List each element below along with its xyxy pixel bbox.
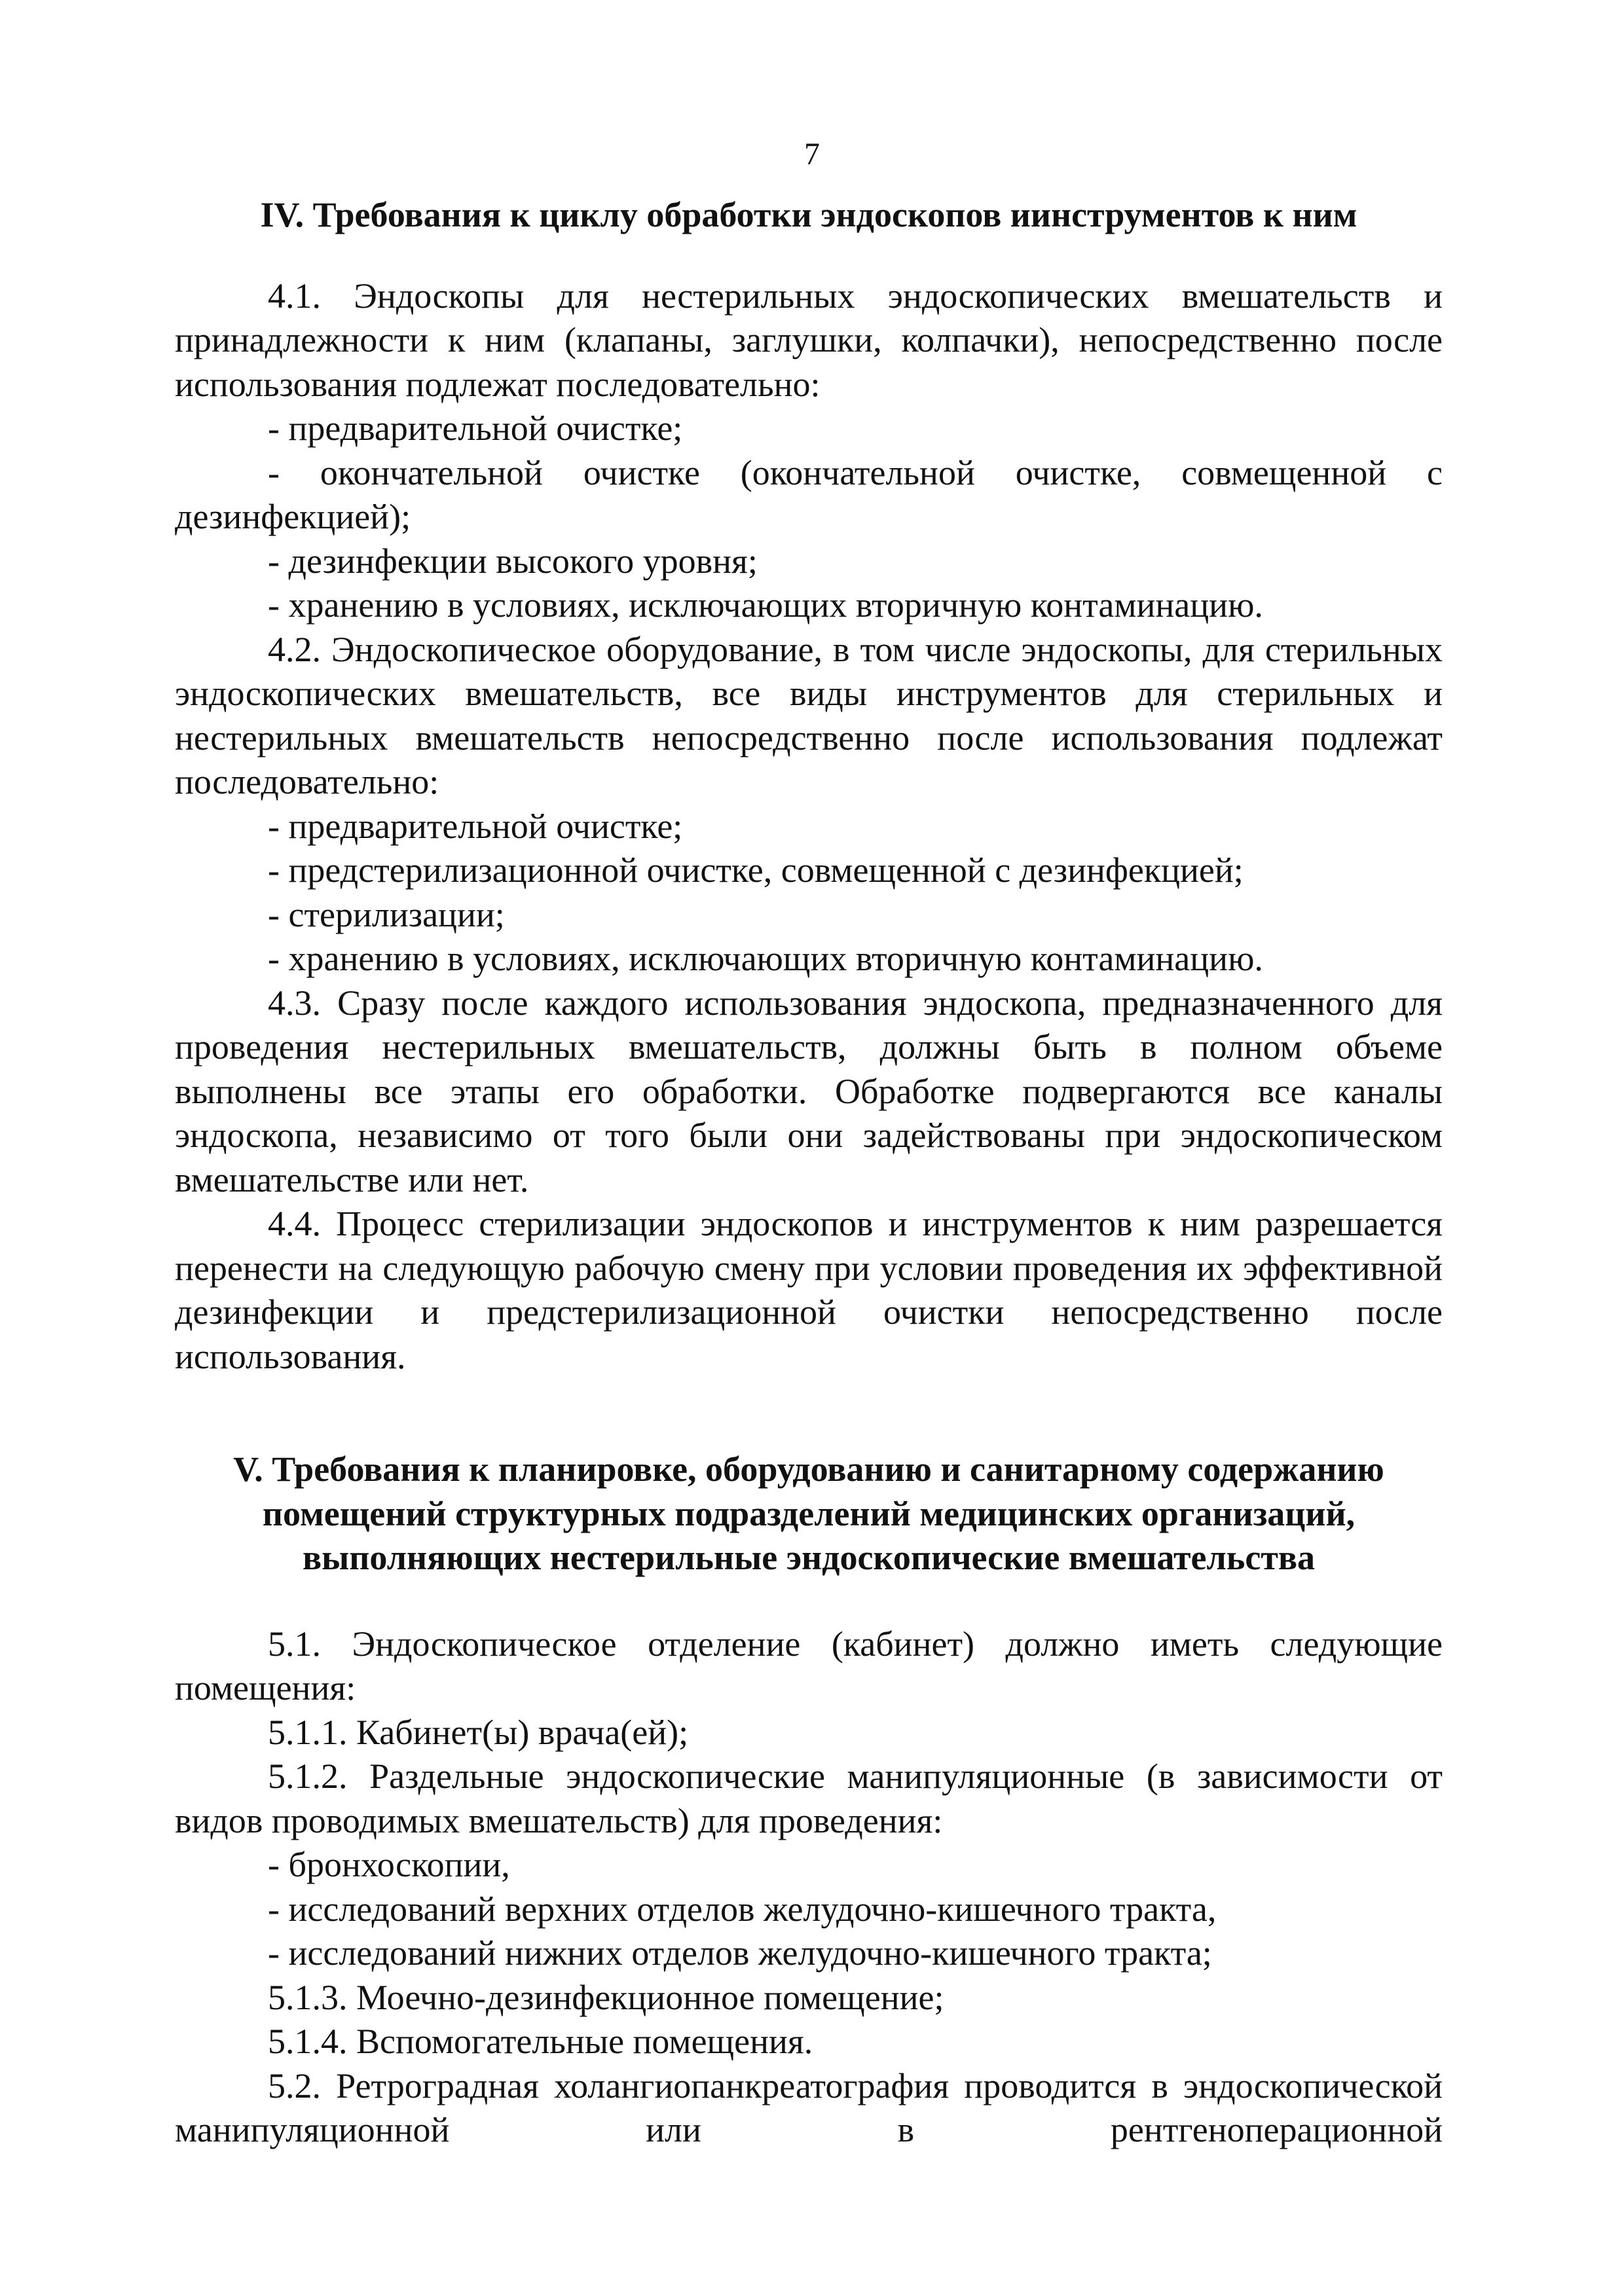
list-item-5-1-2-a: - бронхоскопии,	[268, 1845, 510, 1884]
section-v-heading-line-3: выполняющих нестерильные эндоскопические вмешательства	[302, 1538, 1316, 1577]
paragraph-4-3: 4.3. Сразу после каждого использования эндоскопа, предназначенного для проведения нестерильных вмешательств, должны быть в полном объеме выполнены все этапы его обработки. Обработке подвергаются все каналы эндоскопа, независимо от того были они задействованы при эндоскопическом вмешательстве или нет.	[175, 983, 1443, 1199]
list-item-5-1-2-b: - исследований верхних отделов желудочно-кишечного тракта,	[268, 1889, 1217, 1929]
section-v-heading-line-1: V. Требования к планировке, оборудованию и санитарному содержанию	[233, 1449, 1384, 1489]
paragraph-5-1-4: 5.1.4. Вспомогательные помещения.	[268, 2022, 813, 2061]
list-item-4-1-a: - предварительной очистке;	[268, 409, 683, 448]
section-iv	[175, 193, 1443, 1379]
section-v-body	[175, 1622, 1443, 2153]
paragraph-4-2: 4.2. Эндоскопическое оборудование, в том числе эндоскопы, для стерильных эндоскопических вмешательств, все виды инструментов для стерильных и нестерильных вмешательств непосредственно после использования подлежат последовательно:	[175, 629, 1443, 801]
list-item-5-1-2-c: - исследований нижних отделов желудочно-кишечного тракта;	[268, 1933, 1212, 1973]
paragraph-5-1-3: 5.1.3. Моечно-дезинфекционное помещение;	[268, 1977, 944, 2017]
paragraph-4-4: 4.4. Процесс стерилизации эндоскопов и инструментов к ним разрешается перенести на следующую рабочую смену при условии проведения их эффективной дезинфекции и предстерилизационной очистки непосредственно после использования.	[175, 1204, 1443, 1376]
list-item-4-2-d: - хранению в условиях, исключающих вторичную контаминацию.	[268, 939, 1263, 978]
section-v-heading-line-2: помещений структурных подразделений медицинских организаций,	[262, 1493, 1356, 1533]
page-number: 7	[804, 137, 820, 172]
paragraph-4-1: 4.1. Эндоскопы для нестерильных эндоскопических вмешательств и принадлежности к ним (клапаны, заглушки, колпачки), непосредственно после использования подлежат последовательно:	[175, 276, 1443, 404]
list-item-4-1-b: - окончательной очистке (окончательной очистке, совмещенной с дезинфекцией);	[175, 452, 1443, 536]
list-item-4-2-a: - предварительной очистке;	[268, 806, 683, 846]
paragraph-5-1-2: 5.1.2. Раздельные эндоскопические манипуляционные (в зависимости от видов проводимых вмешательств) для проведения:	[175, 1757, 1443, 1840]
section-iv-heading-text: IV. Требования к циклу обработки эндоскопов иинструментов к ним	[260, 195, 1357, 234]
list-item-4-2-b: - предстерилизационной очистке, совмещенной с дезинфекцией;	[268, 850, 1244, 890]
section-iv-heading	[175, 193, 1443, 238]
list-item-4-1-c: - дезинфекции высокого уровня;	[268, 541, 758, 581]
section-v	[175, 1448, 1443, 2153]
paragraph-5-2: 5.2. Ретроградная холангиопанкреатография проводится в эндоскопической манипуляционной или в рентгеноперационной	[175, 2066, 1443, 2149]
list-item-4-2-c: - стерилизации;	[268, 894, 505, 934]
paragraph-5-1: 5.1. Эндоскопическое отделение (кабинет) должно иметь следующие помещения:	[175, 1624, 1443, 1707]
list-item-4-1-d: - хранению в условиях, исключающих вторичную контаминацию.	[268, 585, 1263, 625]
section-iv-body	[175, 274, 1443, 1379]
paragraph-5-1-1: 5.1.1. Кабинет(ы) врача(ей);	[268, 1712, 689, 1752]
section-v-heading	[175, 1448, 1443, 1580]
